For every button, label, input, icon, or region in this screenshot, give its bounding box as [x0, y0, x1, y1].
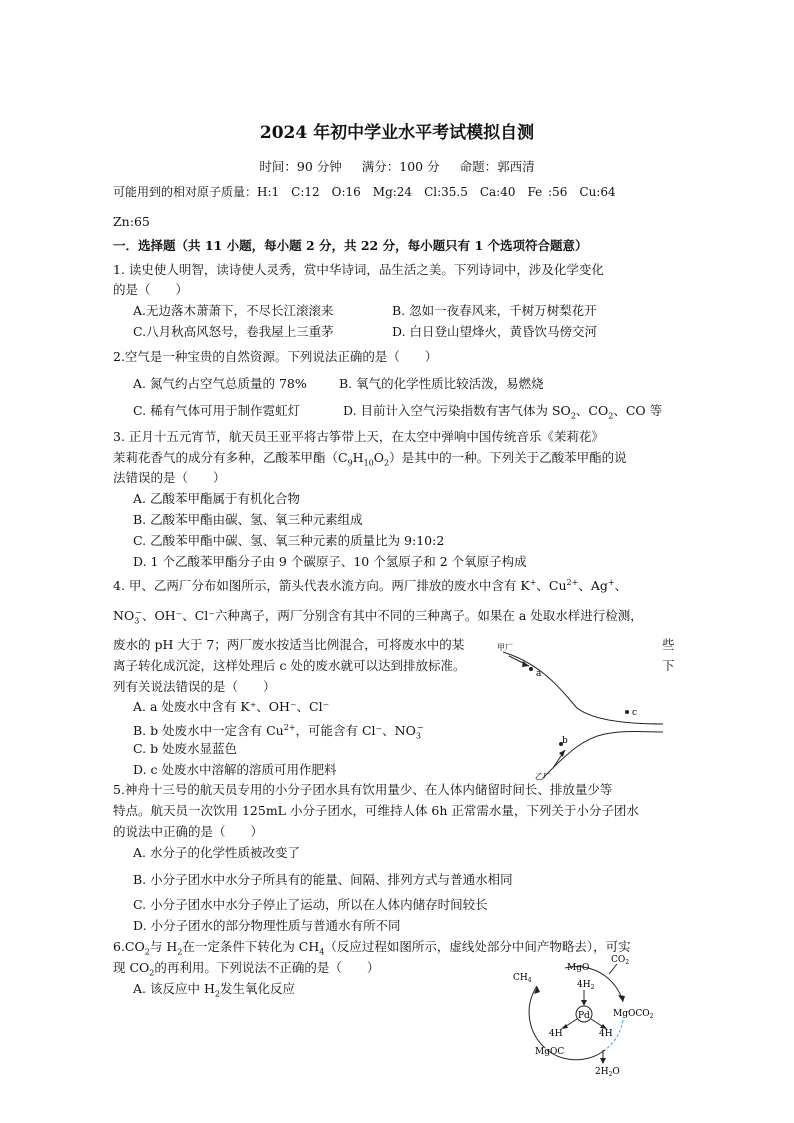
co2-label — [611, 955, 629, 966]
q2-option-d-text: D. 目前计入空气污染指数有害气体为 SO — [343, 403, 571, 418]
point-b-label: b — [562, 736, 568, 746]
q3-option-a: A. 乙酸苯甲酯属于有机化合物 — [133, 491, 300, 506]
h2o-tail-text: O — [612, 1067, 620, 1077]
q4-text: 、OH⁻、Cl⁻六种离子，两厂分别含有其中不同的三种离子。如果在 a 处取水样进行检测， — [141, 608, 643, 624]
mgo-label: MgO — [567, 963, 590, 973]
q5-option-d: D. 小分子团水的部分物理性质与普通水有所不同 — [133, 918, 401, 933]
subscript: 4 — [319, 947, 325, 957]
q3-option-c: C. 乙酸苯甲酯中碳、氢、氧三种元素的质量比为 9:10:2 — [133, 533, 445, 548]
subscript: 2 — [608, 1071, 613, 1078]
pd-label: Pd — [578, 1011, 590, 1021]
q2-option-a: A. 氮气约占空气总质量的 78% — [133, 376, 307, 391]
q1-option-c: C.八月秋高风怒号，卷我屋上三重茅 — [133, 324, 334, 339]
h2-label — [577, 980, 595, 991]
q3-option-b: B. 乙酸苯甲酯由碳、氢、氧三种元素组成 — [133, 512, 363, 527]
superscript: 2+ — [566, 578, 579, 587]
superscript: 2+ — [283, 723, 296, 732]
q3-stem-line3: 法错误的是（ ） — [113, 470, 226, 485]
q6-text: （反应过程如图所示，虚线处部分中间产物略去），可实 — [324, 939, 631, 954]
ch4-label — [513, 973, 532, 984]
q2-option-d-text: 、CO — [575, 403, 609, 418]
q6-text: 与 H — [149, 939, 178, 954]
h-left-label: 4H — [549, 1029, 563, 1039]
subscript: 2 — [214, 989, 220, 999]
q5-stem-line2: 特点。航天员一次饮用 125mL 小分子团水，可维持人体 6h 正常需水量，下列关于小分子团水 — [113, 803, 639, 818]
q6-text: 的再利用。下列说法不正确的是（ ） — [154, 960, 380, 975]
q4-stem-line1 — [113, 574, 627, 595]
q6-text: 现 CO — [113, 960, 150, 975]
q6-stem-line2 — [113, 959, 379, 983]
point-a-label: a — [536, 669, 542, 679]
q4-stem-line2 — [113, 604, 643, 631]
q1-stem-line1: 1. 读史使人明智，读诗使人灵秀，赏中华诗词，品生活之美。下列诗词中，涉及化学变化 — [113, 262, 604, 277]
subscript: 2 — [625, 959, 630, 966]
mgoco2-text: MgOCO — [613, 1009, 650, 1019]
subscript: 4 — [527, 977, 532, 984]
subscript: 2 — [384, 458, 390, 468]
mgoco2-label — [613, 1009, 654, 1020]
q4-stem-line3: 废水的 pH 大于 7；两厂废水按适当比例混合，可将废水中的某 — [113, 637, 465, 652]
point-c-label: c — [632, 708, 638, 718]
q1-stem-line2: 的是（ ） — [113, 282, 189, 297]
superscript: + — [529, 578, 537, 587]
q3-text: ）是其中的一种。下列关于乙酸苯甲酯的说 — [389, 450, 627, 465]
ch4-text: CH — [513, 973, 528, 983]
atomic-mass-line-2: Zn:65 — [113, 214, 150, 229]
q3-option-d: D. 1 个乙酸苯甲酯分子由 9 个碳原子、10 个氢原子和 2 个氧原子构成 — [133, 554, 527, 569]
reaction-cycle-diagram — [505, 950, 665, 1080]
subscript: 3 — [415, 731, 421, 741]
q4-option-c: C. b 处废水显蓝色 — [133, 741, 238, 756]
q6-text: 在一定条件下转化为 CH — [182, 939, 320, 954]
q2-stem: 2.空气是一种宝贵的自然资源。下列说法正确的是（ ） — [113, 349, 438, 364]
q4-text: 、Cu — [536, 578, 567, 594]
q5-stem-line1: 5.神舟十三号的航天员专用的小分子团水具有饮用量少、在人体内储留时间长、排放量少等 — [113, 782, 613, 797]
q4-text: B. b 处废水中一定含有 Cu — [133, 723, 284, 739]
q4-text: ，可能含有 Cl⁻、NO — [295, 723, 416, 739]
q5-option-a: A. 水分子的化学性质被改变了 — [133, 845, 300, 860]
exam-time: 时间：90 分钟 — [259, 159, 342, 174]
q2-option-b: B. 氧气的化学性质比较活泼，易燃烧 — [339, 376, 544, 391]
q4-text: 4. 甲、乙两厂分布如图所示，箭头代表水流方向。两厂排放的废水中含有 K — [113, 578, 530, 594]
factory-jia-label: 甲厂 — [497, 643, 513, 652]
q6-text: 发生氧化反应 — [219, 981, 295, 996]
h-right-label: 4H — [599, 1029, 613, 1039]
exam-author: 命题：郭西清 — [459, 159, 535, 174]
subscript: 2 — [649, 1013, 654, 1020]
subscript: 2 — [144, 947, 150, 957]
q4-stem-line4-tail: 下 — [662, 658, 675, 673]
q6-option-a — [133, 980, 295, 1004]
q1-option-a: A.无边落木萧萧下，不尽长江滚滚来 — [133, 303, 334, 318]
subscript: 10 — [363, 458, 374, 468]
subscript: 3 — [134, 616, 140, 626]
q2-option-d-text: 、CO 等 — [613, 403, 663, 418]
q5-option-b: B. 小分子团水中水分子所具有的能量、间隔、排列方式与普通水相同 — [133, 872, 513, 887]
q3-text: 茉莉花香气的成分有多种，乙酸苯甲酯（C — [113, 450, 348, 465]
q6-text: A. 该反应中 H — [133, 981, 215, 996]
h2-text: 4H — [577, 980, 591, 990]
q1-option-d: D. 白日登山望烽火，黄昏饮马傍交河 — [392, 324, 598, 339]
atomic-mass-line: 可能用到的相对原子质量：H:1 C:12 O:16 Mg:24 Cl:35.5 Ca:40 Fe :56 Cu:64 — [113, 185, 616, 199]
q4-stem-line4: 离子转化成沉淀，这样处理后 c 处的废水就可以达到排放标准。 — [113, 658, 466, 673]
q4-stem-line3-tail: 些 — [662, 637, 675, 652]
subscript: 2 — [590, 984, 595, 991]
h2o-text: 2H — [595, 1067, 609, 1077]
q4-text: 、 — [614, 578, 628, 594]
superscript: + — [607, 578, 615, 587]
q4-text: 、Ag — [578, 578, 608, 594]
subscript: 2 — [608, 411, 614, 421]
q2-option-d — [343, 402, 662, 426]
subscript: 9 — [347, 458, 353, 468]
exam-score: 满分：100 分 — [361, 159, 440, 174]
q6-text: 6.CO — [113, 939, 145, 954]
q5-stem-line3: 的说法中正确的是（ ） — [113, 824, 264, 839]
factory-yi-label: 乙厂 — [535, 772, 551, 780]
co2-text: CO — [611, 955, 626, 965]
q3-text: O — [373, 450, 385, 465]
subscript: 2 — [570, 411, 576, 421]
q5-option-c: C. 小分子团水中水分子停止了运动，所以在人体内储存时间较长 — [133, 897, 488, 912]
superscript: − — [416, 723, 424, 732]
section-heading: 一．选择题（共 11 小题，每小题 2 分，共 22 分，每小题只有 1 个选项符合题意） — [113, 238, 588, 253]
q3-text: H — [352, 450, 364, 465]
q4-option-d: D. c 处废水中溶解的溶质可用作肥料 — [133, 762, 337, 777]
q4-text: NO — [113, 608, 135, 624]
q4-stem-line5: 列有关说法错误的是（ ） — [113, 679, 276, 694]
q2-option-c: C. 稀有气体可用于制作霓虹灯 — [133, 403, 301, 418]
q3-stem-line1: 3. 正月十五元宵节，航天员王亚平将古筝带上天，在太空中弹响中国传统音乐《茉莉花》 — [113, 429, 604, 444]
q1-option-b: B. 忽如一夜春风来，千树万树梨花开 — [392, 303, 597, 318]
river-diagram — [495, 640, 665, 780]
exam-info — [0, 158, 794, 176]
h2o-label — [595, 1067, 620, 1078]
superscript: − — [135, 608, 142, 617]
q4-option-a: A. a 处废水中含有 K⁺、OH⁻、Cl⁻ — [133, 699, 330, 714]
subscript: 2 — [177, 947, 183, 957]
page-title: 2024 年初中学业水平考试模拟自测 — [259, 123, 535, 143]
mgoc-label: MgOC — [535, 1047, 565, 1057]
subscript: 2 — [149, 968, 155, 978]
